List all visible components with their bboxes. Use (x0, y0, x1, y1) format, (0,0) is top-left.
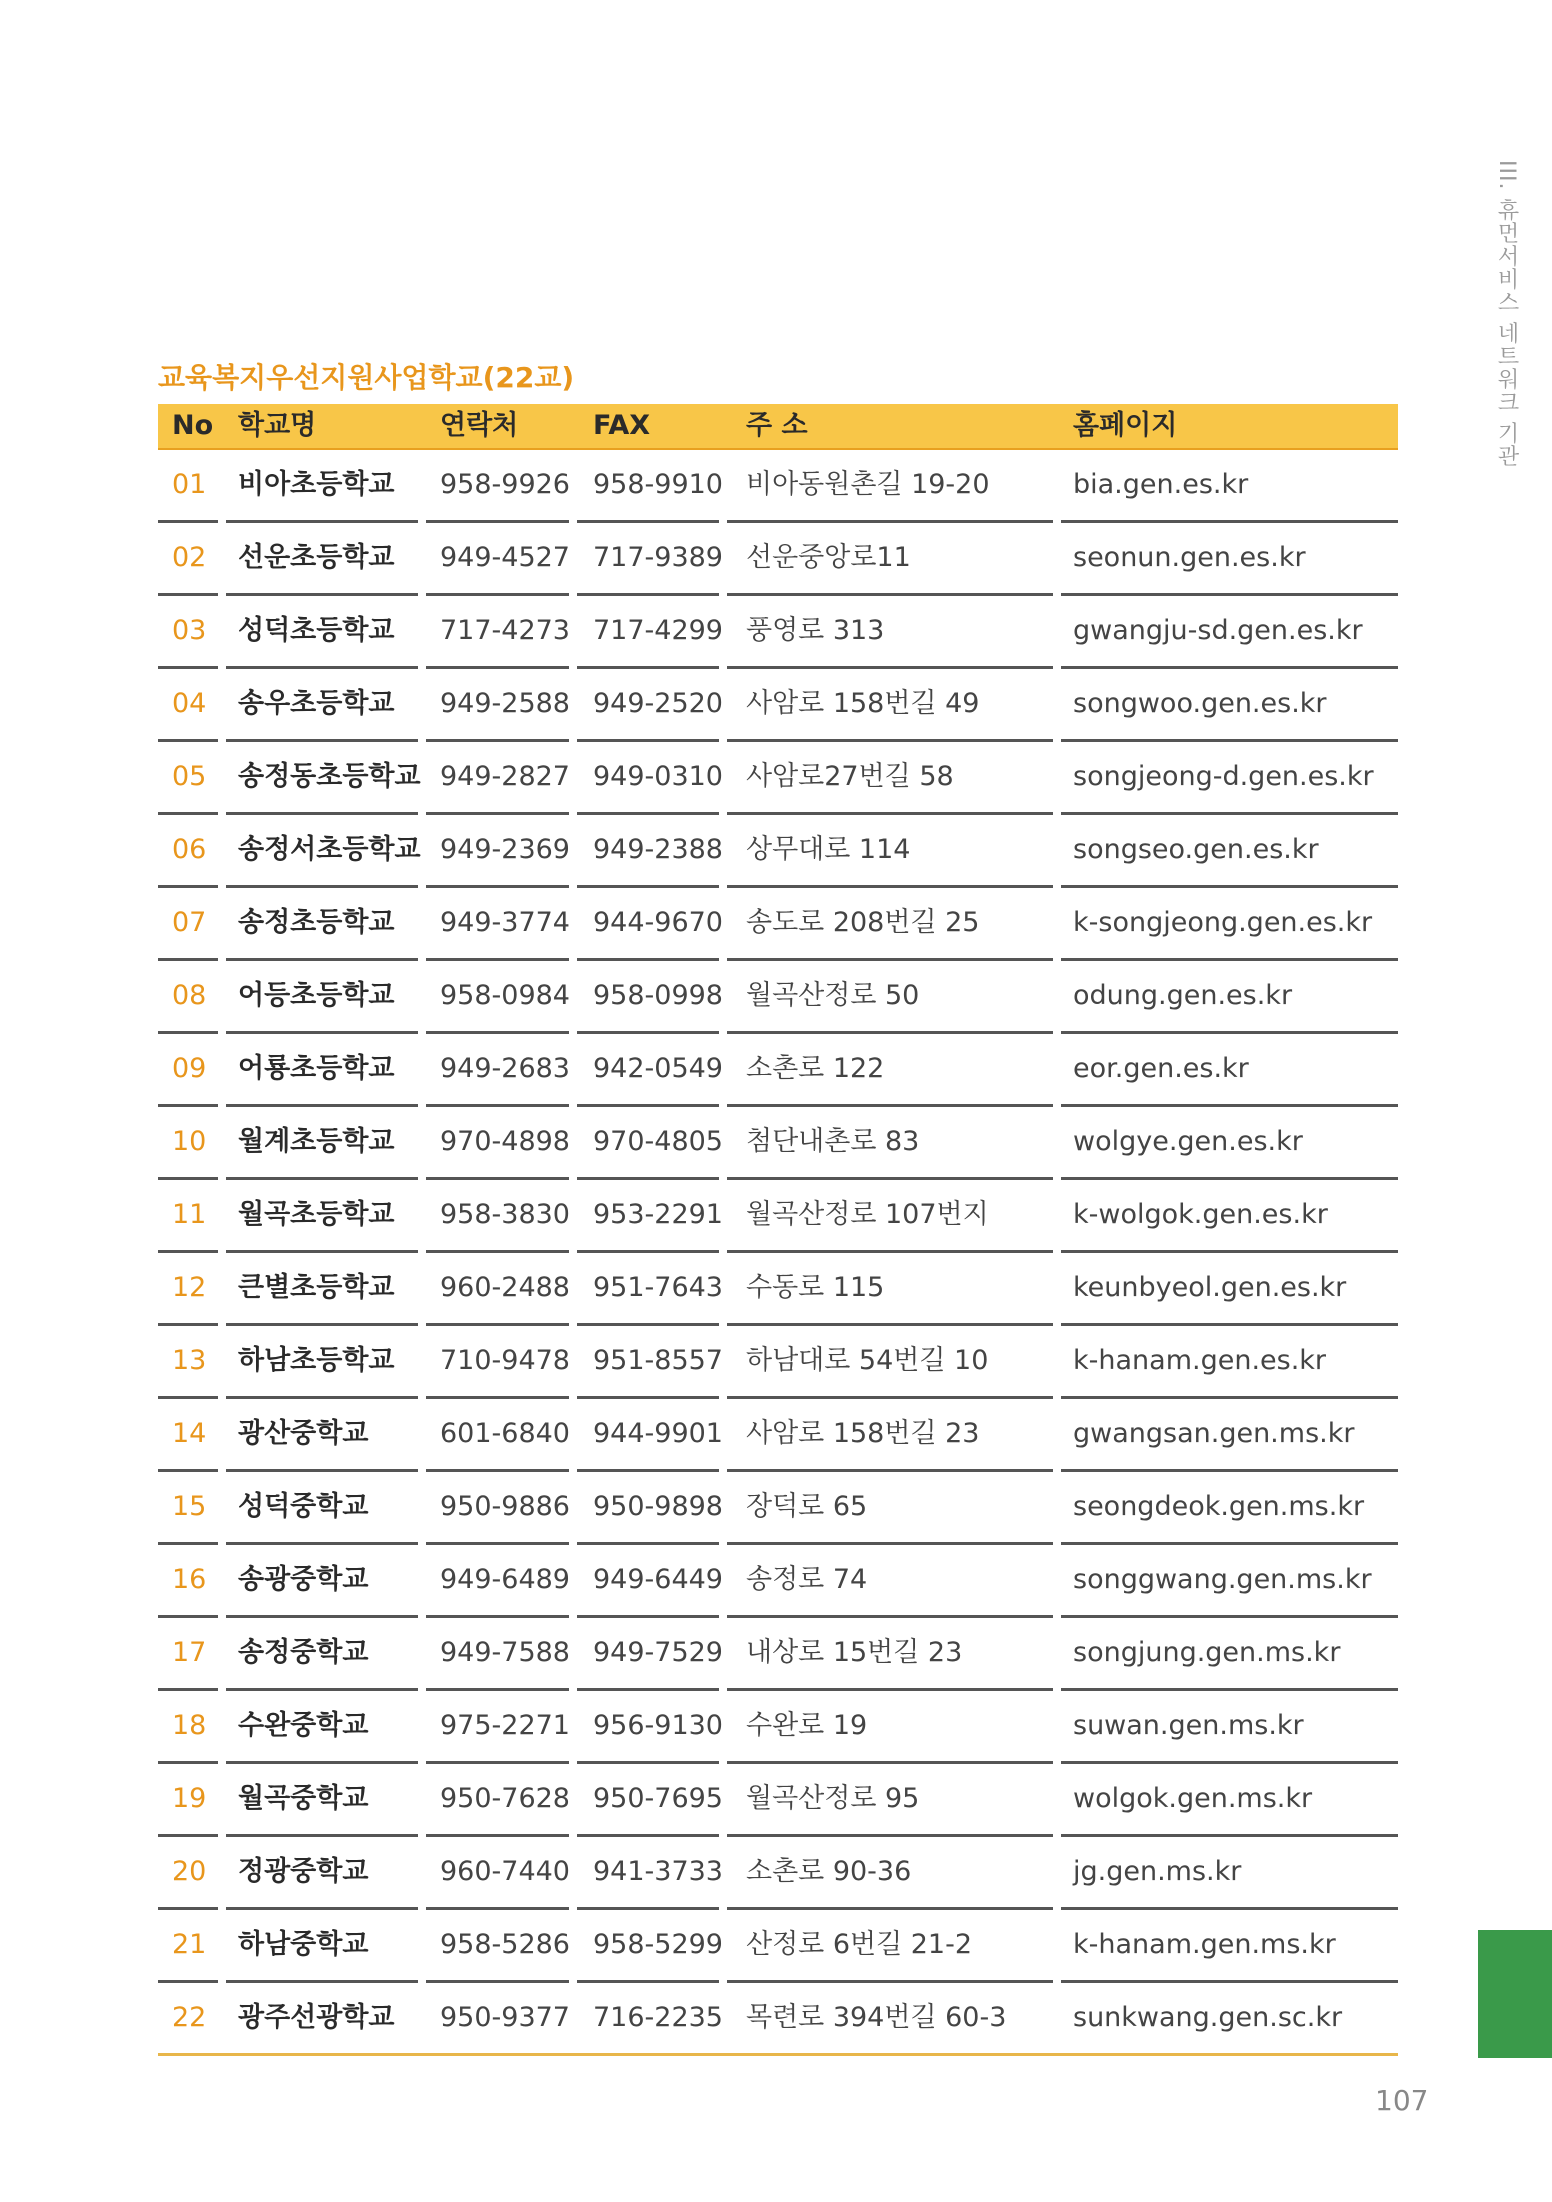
school-address: 소촌로 90-36 (746, 1856, 912, 1887)
school-fax: 942-0549 (593, 1053, 723, 1084)
school-fax: 949-0310 (593, 761, 723, 792)
school-address: 월곡산정로 50 (746, 980, 920, 1011)
school-address: 선운중앙로11 (746, 542, 911, 573)
header-no: No (172, 410, 214, 441)
school-name: 송정초등학교 (238, 907, 395, 938)
school-address: 월곡산정로 107번지 (746, 1199, 989, 1230)
school-name: 성덕중학교 (238, 1491, 369, 1522)
school-name: 광산중학교 (238, 1418, 369, 1449)
school-number: 15 (172, 1491, 207, 1522)
school-number: 12 (172, 1272, 207, 1303)
school-tel: 949-7588 (440, 1637, 570, 1668)
school-name: 송우초등학교 (238, 688, 395, 719)
school-fax: 716-2235 (593, 2002, 723, 2033)
school-number: 18 (172, 1710, 207, 1741)
table-row (158, 596, 1398, 669)
school-tel: 949-2683 (440, 1053, 570, 1084)
page-number: 107 (1375, 2084, 1429, 2117)
school-tel: 949-6489 (440, 1564, 570, 1595)
table-row (158, 1180, 1398, 1253)
school-number: 11 (172, 1199, 207, 1230)
school-fax: 949-2520 (593, 688, 723, 719)
school-fax: 953-2291 (593, 1199, 723, 1230)
school-number: 07 (172, 907, 207, 938)
school-homepage[interactable]: seonun.gen.es.kr (1073, 542, 1306, 573)
school-address: 첨단내촌로 83 (746, 1126, 920, 1157)
school-fax: 949-7529 (593, 1637, 723, 1668)
school-tel: 958-9926 (440, 469, 570, 500)
school-number: 06 (172, 834, 207, 865)
school-fax: 941-3733 (593, 1856, 723, 1887)
school-tel: 717-4273 (440, 615, 570, 646)
school-fax: 958-5299 (593, 1929, 723, 1960)
school-number: 13 (172, 1345, 207, 1376)
school-number: 22 (172, 2002, 207, 2033)
school-name: 송광중학교 (238, 1564, 369, 1595)
school-fax: 956-9130 (593, 1710, 723, 1741)
table-bottom-rule (158, 2053, 1398, 2056)
school-homepage[interactable]: k-wolgok.gen.es.kr (1073, 1199, 1328, 1230)
table-row (158, 1910, 1398, 1983)
school-homepage[interactable]: songwoo.gen.es.kr (1073, 688, 1327, 719)
school-address: 수완로 19 (746, 1710, 868, 1741)
table-row (158, 815, 1398, 888)
school-tel: 710-9478 (440, 1345, 570, 1376)
school-name: 광주선광학교 (238, 2002, 395, 2033)
table-row (158, 1764, 1398, 1837)
school-number: 03 (172, 615, 207, 646)
school-tel: 958-0984 (440, 980, 570, 1011)
school-name: 선운초등학교 (238, 542, 395, 573)
school-address: 사암로 158번길 23 (746, 1418, 980, 1449)
school-address: 비아동원촌길 19-20 (746, 469, 990, 500)
school-tel: 950-9377 (440, 2002, 570, 2033)
school-address: 하남대로 54번길 10 (746, 1345, 989, 1376)
header-homepage: 홈페이지 (1073, 410, 1178, 441)
school-homepage[interactable]: jg.gen.ms.kr (1073, 1856, 1242, 1887)
school-address: 송정로 74 (746, 1564, 868, 1595)
school-tel: 975-2271 (440, 1710, 570, 1741)
school-address: 산정로 6번길 21-2 (746, 1929, 973, 1960)
school-tel: 949-2369 (440, 834, 570, 865)
table-row (158, 1837, 1398, 1910)
school-number: 02 (172, 542, 207, 573)
school-name: 월계초등학교 (238, 1126, 395, 1157)
school-tel: 949-2827 (440, 761, 570, 792)
table-row (158, 742, 1398, 815)
school-address: 장덕로 65 (746, 1491, 868, 1522)
school-fax: 951-7643 (593, 1272, 723, 1303)
school-tel: 949-4527 (440, 542, 570, 573)
school-number: 20 (172, 1856, 207, 1887)
school-homepage[interactable]: songjung.gen.ms.kr (1073, 1637, 1341, 1668)
school-name: 송정서초등학교 (238, 834, 421, 865)
header-fax: FAX (593, 410, 651, 441)
header-tel: 연락처 (440, 410, 519, 441)
school-address: 소촌로 122 (746, 1053, 885, 1084)
school-homepage[interactable]: songjeong-d.gen.es.kr (1073, 761, 1374, 792)
school-number: 05 (172, 761, 207, 792)
school-address: 월곡산정로 95 (746, 1783, 920, 1814)
school-tel: 601-6840 (440, 1418, 570, 1449)
table-row (158, 1399, 1398, 1472)
school-fax: 951-8557 (593, 1345, 723, 1376)
school-name: 어등초등학교 (238, 980, 395, 1011)
school-name: 어룡초등학교 (238, 1053, 395, 1084)
table-row (158, 450, 1398, 523)
chapter-tab (1478, 1930, 1552, 2058)
table-row (158, 1034, 1398, 1107)
table-row (158, 1983, 1398, 2056)
school-homepage[interactable]: wolgye.gen.es.kr (1073, 1126, 1303, 1157)
school-number: 16 (172, 1564, 207, 1595)
school-address: 수동로 115 (746, 1272, 885, 1303)
school-fax: 958-0998 (593, 980, 723, 1011)
school-number: 21 (172, 1929, 207, 1960)
school-homepage[interactable]: sunkwang.gen.sc.kr (1073, 2002, 1343, 2033)
school-name: 하남초등학교 (238, 1345, 395, 1376)
table-row (158, 669, 1398, 742)
school-name: 하남중학교 (238, 1929, 369, 1960)
school-homepage[interactable]: eor.gen.es.kr (1073, 1053, 1249, 1084)
school-number: 09 (172, 1053, 207, 1084)
school-tel: 950-7628 (440, 1783, 570, 1814)
school-fax: 958-9910 (593, 469, 723, 500)
school-address: 상무대로 114 (746, 834, 911, 865)
school-number: 19 (172, 1783, 207, 1814)
school-tel: 960-7440 (440, 1856, 570, 1887)
school-fax: 717-9389 (593, 542, 723, 573)
school-name: 수완중학교 (238, 1710, 369, 1741)
school-fax: 950-7695 (593, 1783, 723, 1814)
school-address: 사암로27번길 58 (746, 761, 954, 792)
school-name: 송정동초등학교 (238, 761, 421, 792)
school-fax: 944-9670 (593, 907, 723, 938)
school-fax: 717-4299 (593, 615, 723, 646)
school-homepage[interactable]: wolgok.gen.ms.kr (1073, 1783, 1313, 1814)
school-address: 송도로 208번길 25 (746, 907, 980, 938)
school-name: 성덕초등학교 (238, 615, 395, 646)
school-tel: 970-4898 (440, 1126, 570, 1157)
side-chapter-title: III. 휴먼서비스 네트워크 기관 (1494, 160, 1519, 468)
school-fax: 949-2388 (593, 834, 723, 865)
school-fax: 949-6449 (593, 1564, 723, 1595)
table-row (158, 1472, 1398, 1545)
table-body (158, 450, 1398, 2056)
school-name: 송정중학교 (238, 1637, 369, 1668)
school-name: 정광중학교 (238, 1856, 369, 1887)
school-tel: 950-9886 (440, 1491, 570, 1522)
school-tel: 958-3830 (440, 1199, 570, 1230)
school-homepage[interactable]: k-hanam.gen.es.kr (1073, 1345, 1327, 1376)
school-tel: 958-5286 (440, 1929, 570, 1960)
table-row (158, 1545, 1398, 1618)
school-number: 14 (172, 1418, 207, 1449)
school-homepage[interactable]: seongdeok.gen.ms.kr (1073, 1491, 1365, 1522)
school-homepage[interactable]: songgwang.gen.ms.kr (1073, 1564, 1372, 1595)
table-header (158, 404, 1398, 450)
school-address: 사암로 158번길 49 (746, 688, 980, 719)
school-tel: 960-2488 (440, 1272, 570, 1303)
school-address: 목련로 394번길 60-3 (746, 2002, 1007, 2033)
school-homepage[interactable]: k-songjeong.gen.es.kr (1073, 907, 1373, 938)
school-homepage[interactable]: gwangsan.gen.ms.kr (1073, 1418, 1355, 1449)
school-address: 풍영로 313 (746, 615, 885, 646)
table-row (158, 1618, 1398, 1691)
school-number: 17 (172, 1637, 207, 1668)
table-row (158, 1691, 1398, 1764)
table-row (158, 523, 1398, 596)
school-table (158, 404, 1398, 2056)
table-row (158, 1253, 1398, 1326)
school-name: 월곡중학교 (238, 1783, 369, 1814)
section-title: 교육복지우선지원사업학교(22교) (158, 361, 575, 394)
school-name: 월곡초등학교 (238, 1199, 395, 1230)
school-address: 내상로 15번길 23 (746, 1637, 963, 1668)
school-name: 비아초등학교 (238, 469, 395, 500)
school-tel: 949-2588 (440, 688, 570, 719)
school-homepage[interactable]: k-hanam.gen.ms.kr (1073, 1929, 1336, 1960)
school-name: 큰별초등학교 (238, 1272, 395, 1303)
school-homepage[interactable]: gwangju-sd.gen.es.kr (1073, 615, 1363, 646)
table-row (158, 1107, 1398, 1180)
school-number: 10 (172, 1126, 207, 1157)
header-address: 주 소 (746, 410, 808, 441)
school-number: 08 (172, 980, 207, 1011)
school-homepage[interactable]: odung.gen.es.kr (1073, 980, 1293, 1011)
school-homepage[interactable]: songseo.gen.es.kr (1073, 834, 1319, 865)
school-homepage[interactable]: bia.gen.es.kr (1073, 469, 1249, 500)
school-fax: 970-4805 (593, 1126, 723, 1157)
table-row (158, 961, 1398, 1034)
school-fax: 950-9898 (593, 1491, 723, 1522)
school-homepage[interactable]: suwan.gen.ms.kr (1073, 1710, 1304, 1741)
table-row (158, 1326, 1398, 1399)
school-tel: 949-3774 (440, 907, 570, 938)
header-name: 학교명 (238, 410, 317, 441)
school-fax: 944-9901 (593, 1418, 723, 1449)
table-row (158, 888, 1398, 961)
school-number: 04 (172, 688, 207, 719)
school-homepage[interactable]: keunbyeol.gen.es.kr (1073, 1272, 1347, 1303)
school-number: 01 (172, 469, 207, 500)
